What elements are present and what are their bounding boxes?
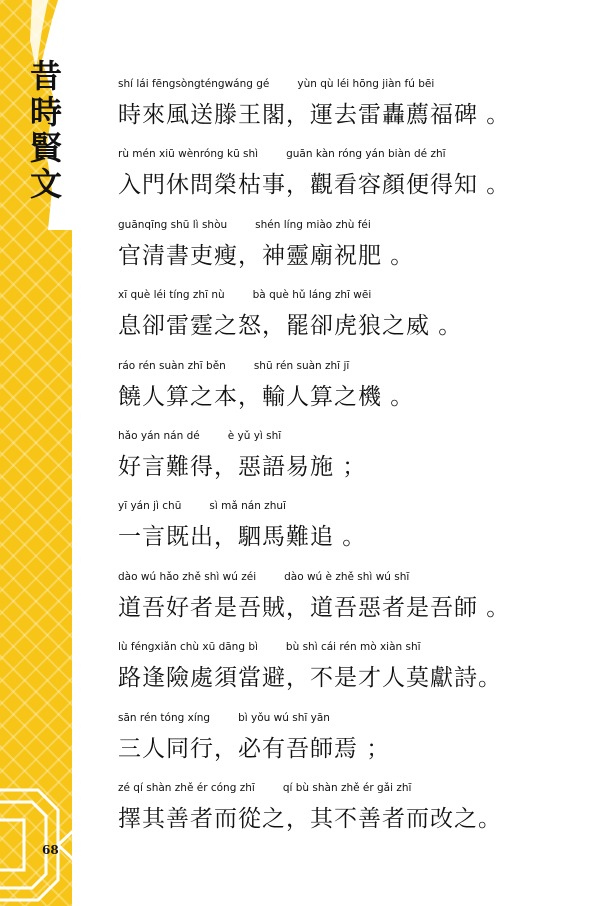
pinyin-first-half: zé qí shàn zhě ér cóng zhī: [118, 781, 255, 794]
pinyin-second-half: guān kàn róng yán biàn dé zhī: [286, 148, 446, 161]
pinyin-line: [118, 712, 330, 724]
pinyin-line: [118, 430, 281, 442]
pinyin-second-half: bì yǒu wú shī yān: [238, 711, 330, 724]
pinyin-line: [118, 360, 349, 372]
pinyin-first-half: ráo rén suàn zhī běn: [118, 359, 226, 372]
verse-item: [118, 782, 598, 852]
verse-item: [118, 219, 598, 289]
pinyin-first-half: guānqīng shū lì shòu: [118, 218, 228, 231]
pinyin-second-half: bà què hǔ láng zhī wēi: [252, 289, 372, 302]
pinyin-first-half: xī què léi tíng zhī nù: [118, 289, 225, 302]
verse-item: [118, 641, 598, 711]
pinyin-line: [118, 641, 421, 653]
pinyin-second-half: qí bù shàn zhě ér gǎi zhī: [282, 781, 412, 794]
verse-item: [118, 430, 598, 500]
verse-item: [118, 500, 598, 570]
verse-item: [118, 78, 598, 148]
pinyin-first-half: lù féngxiǎn chù xū dāng bì: [118, 641, 258, 654]
book-title-char: 文: [29, 165, 62, 203]
pinyin-first-half: shí lái fēngsòngténgwáng gé: [118, 78, 270, 90]
chinese-text-line: 息卻雷霆之怒，罷卻虎狼之威 。: [118, 313, 463, 340]
pinyin-second-half: sì mǎ nán zhuī: [209, 500, 286, 513]
pinyin-first-half: sān rén tóng xíng: [118, 711, 211, 724]
chinese-text-line: 饒人算之本，輸人算之機 。: [118, 383, 415, 410]
page-number: 68: [42, 843, 59, 857]
pinyin-line: [118, 148, 446, 160]
pinyin-second-half: bù shì cái rén mò xiàn shī: [285, 641, 421, 654]
verse-item: [118, 148, 598, 218]
verse-item: [118, 289, 598, 359]
pinyin-line: [118, 78, 434, 90]
verse-item: [118, 712, 598, 782]
book-title-char: 賢: [29, 129, 62, 167]
pinyin-line: [118, 289, 371, 301]
book-title: [26, 58, 66, 202]
chinese-text-line: 路逢險處須當避，不是才人莫獻詩。: [118, 665, 502, 692]
chinese-text-line: 入門休問榮枯事，觀看容顏便得知 。: [118, 172, 511, 199]
pinyin-second-half: shén líng miào zhù féi: [255, 218, 371, 231]
chinese-text-line: 一言既出，駟馬難追 。: [118, 524, 367, 551]
chinese-text-line: 官清書吏瘦，神靈廟祝肥 。: [118, 242, 415, 269]
chinese-text-line: 擇其善者而從之，其不善者而改之。: [118, 805, 502, 832]
pinyin-first-half: hǎo yán nán dé: [118, 429, 200, 442]
pinyin-second-half: shū rén suàn zhī jī: [253, 359, 350, 372]
sidebar: [0, 0, 72, 906]
pinyin-first-half: rù mén xiū wènróng kū shì: [118, 148, 259, 161]
pinyin-first-half: yī yán jì chū: [118, 500, 182, 513]
book-title-char: 時: [29, 93, 62, 131]
chinese-text-line: 三人同行，必有吾師焉 ；: [118, 735, 391, 762]
verse-item: [118, 360, 598, 430]
pinyin-line: [118, 219, 371, 231]
pinyin-line: [118, 500, 286, 512]
chinese-text-line: 好言難得，惡語易施 ；: [118, 453, 367, 480]
chinese-text-line: 道吾好者是吾賊，道吾惡者是吾師 。: [118, 594, 511, 621]
pinyin-second-half: yùn qù léi hōng jiàn fú bēi: [297, 78, 435, 90]
pinyin-line: [118, 571, 409, 583]
pinyin-second-half: dào wú è zhě shì wú shī: [284, 570, 410, 583]
pinyin-first-half: dào wú hǎo zhě shì wú zéi: [118, 570, 257, 583]
verse-list: [118, 78, 598, 852]
pinyin-second-half: è yǔ yì shī: [227, 429, 282, 442]
verse-item: [118, 571, 598, 641]
corner-ornament-icon: [0, 780, 72, 906]
chinese-text-line: 時來風送滕王閣，運去雷轟薦福碑 。: [118, 102, 511, 128]
book-title-char: 昔: [29, 57, 62, 95]
pinyin-line: [118, 782, 411, 794]
